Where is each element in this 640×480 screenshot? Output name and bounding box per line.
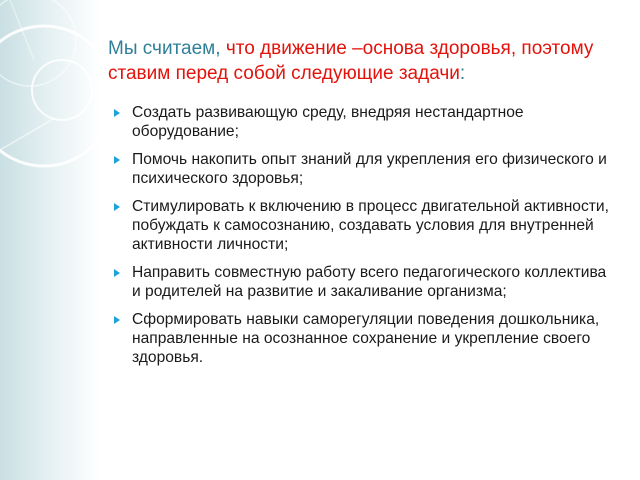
list-item-text: Сформировать навыки саморегуляции поведения дошкольника, направленные на осознанное сохранение и укрепление своего здоровья. (132, 311, 600, 366)
bullet-triangle-icon (114, 316, 120, 324)
decorative-circles-icon (0, 0, 120, 480)
task-list (114, 103, 614, 376)
list-item (114, 310, 614, 367)
bullet-triangle-icon (114, 269, 120, 277)
decorative-side-band (0, 0, 100, 480)
list-item-text: Помочь накопить опыт знаний для укрепления его физического и психического здоровья; (132, 151, 607, 187)
list-item (114, 150, 614, 188)
title-lead: Мы считаем, (108, 38, 226, 59)
list-item (114, 263, 614, 301)
list-item-text: Направить совместную работу всего педагогического коллектива и родителей на развитие и закаливание организма; (132, 264, 607, 300)
title-colon: : (459, 63, 466, 84)
list-item-text: Стимулировать к включению в процесс двигательной активности, побуждать к самосознанию, создавать условия для внутренней активности личности; (132, 198, 609, 253)
bullet-triangle-icon (114, 109, 120, 117)
slide-title (108, 36, 613, 86)
title-main: что движение –основа здоровья, поэтому ставим перед собой следующие задачи (108, 38, 594, 84)
list-item (114, 103, 614, 141)
bullet-triangle-icon (114, 203, 120, 211)
bullet-triangle-icon (114, 156, 120, 164)
list-item-text: Создать развивающую среду, внедряя нестандартное оборудование; (132, 104, 524, 140)
list-item (114, 197, 614, 254)
